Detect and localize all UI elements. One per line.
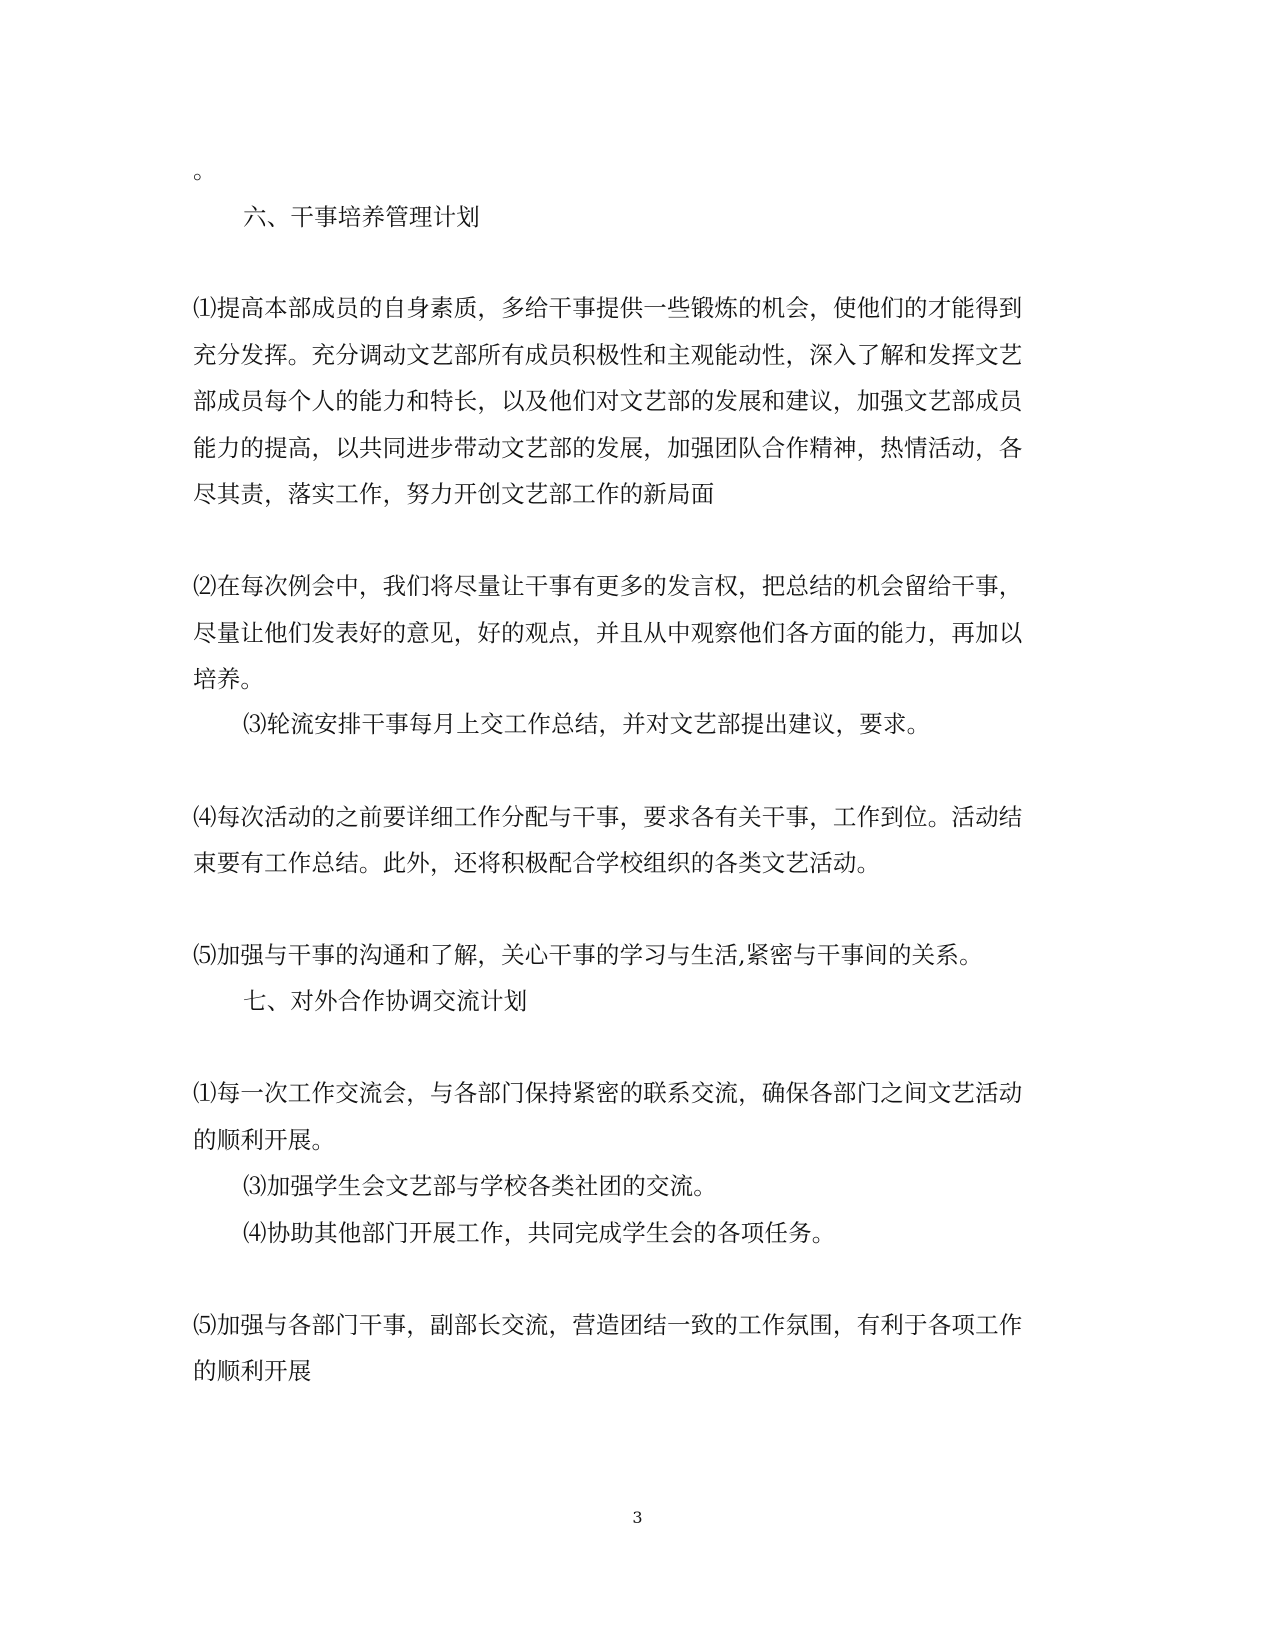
text-line: ⑷协助其他部门开展工作，共同完成学生会的各项任务。 [243, 1219, 836, 1247]
text-line: ⑸加强与干事的沟通和了解，关心干事的学习与生活,紧密与干事间的关系。 [193, 941, 983, 969]
text-line: 。 [193, 156, 217, 184]
section-heading: 七、对外合作协调交流计划 [243, 987, 528, 1015]
text-line: 的顺利开展 [193, 1357, 312, 1385]
text-line: ⑷每次活动的之前要详细工作分配与干事，要求各有关干事，工作到位。活动结 [193, 803, 1023, 831]
text-line: ⑴每一次工作交流会，与各部门保持紧密的联系交流，确保各部门之间文艺活动 [193, 1079, 1023, 1107]
page-number: 3 [632, 1508, 643, 1527]
text-line: 束要有工作总结。此外，还将积极配合学校组织的各类文艺活动。 [193, 849, 881, 877]
text-line: ⑸加强与各部门干事，副部长交流，营造团结一致的工作氛围，有利于各项工作 [193, 1311, 1023, 1339]
text-line: 充分发挥。充分调动文艺部所有成员积极性和主观能动性，深入了解和发挥文艺 [193, 341, 1023, 369]
section-heading: 六、干事培养管理计划 [243, 203, 480, 231]
text-line: 培养。 [193, 665, 265, 693]
text-line: 能力的提高，以共同进步带动文艺部的发展，加强团队合作精神，热情活动，各 [193, 434, 1023, 462]
text-line: ⑴提高本部成员的自身素质，多给干事提供一些锻炼的机会，使他们的才能得到 [193, 294, 1023, 322]
text-line: 尽量让他们发表好的意见，好的观点，并且从中观察他们各方面的能力，再加以 [193, 619, 1023, 647]
text-line: ⑶加强学生会文艺部与学校各类社团的交流。 [243, 1172, 717, 1200]
text-line: ⑶轮流安排干事每月上交工作总结，并对文艺部提出建议，要求。 [243, 710, 931, 738]
text-line: 部成员每个人的能力和特长，以及他们对文艺部的发展和建议，加强文艺部成员 [193, 387, 1023, 415]
text-line: 尽其责，落实工作，努力开创文艺部工作的新局面 [193, 480, 715, 508]
text-line: ⑵在每次例会中，我们将尽量让干事有更多的发言权，把总结的机会留给干事， [193, 572, 1023, 600]
text-line: 的顺利开展。 [193, 1126, 336, 1154]
